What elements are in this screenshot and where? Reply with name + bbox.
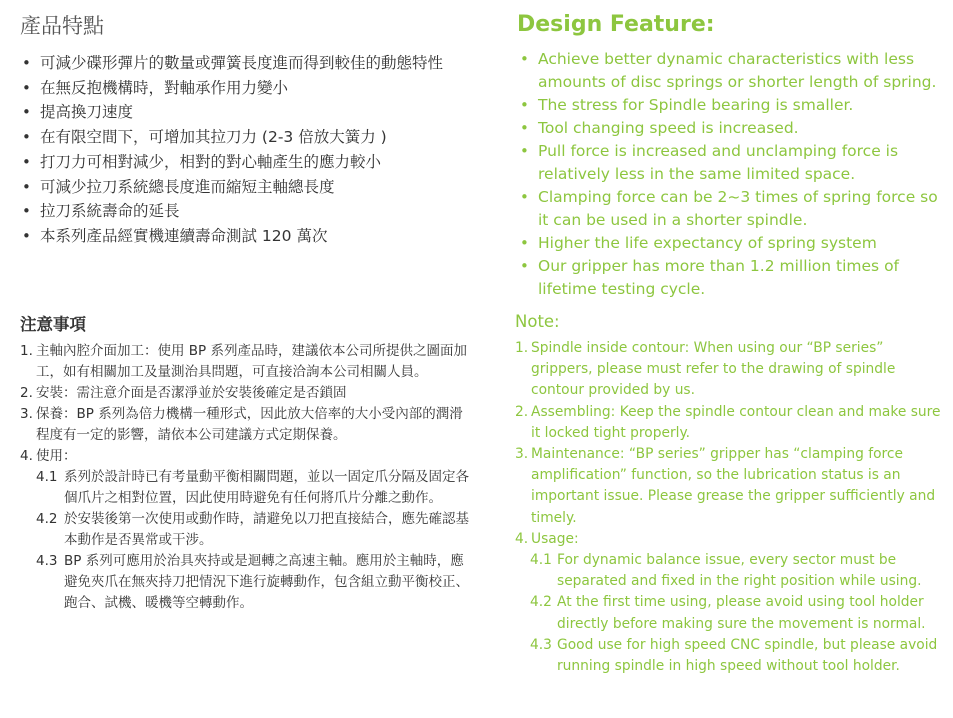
bullet-icon: • xyxy=(520,50,529,68)
bullet-icon: • xyxy=(22,128,31,147)
note-subitem: 4.1 For dynamic balance issue, every sector must be separated and fixed in the right position while using. xyxy=(530,552,922,590)
zh-feature-list xyxy=(22,51,472,249)
list-item: • 在無反抱機構時，對軸承作用力變小 xyxy=(22,76,472,101)
bullet-icon: • xyxy=(520,188,529,206)
note-item: 3. 保養：BP 系列為倍力機構一種形式，因此放大倍率的大小受內部的潤滑程度有一定的影響，請依本公司建議方式定期保養。 xyxy=(20,406,463,443)
list-item: • The stress for Spindle bearing is smaller. xyxy=(520,94,950,117)
bullet-icon: • xyxy=(22,177,31,196)
bullet-icon: • xyxy=(520,119,529,137)
note-subitem: 4.3 Good use for high speed CNC spindle, but please avoid running spindle in high speed without tool holder. xyxy=(530,636,938,675)
zh-notes xyxy=(20,341,470,614)
bullet-icon: • xyxy=(22,202,31,221)
bullet-icon: • xyxy=(520,96,529,114)
list-item: • Our gripper has more than 1.2 million times of lifetime testing cycle. xyxy=(520,257,900,298)
zh-note-title: 注意事項 xyxy=(20,315,86,334)
note-subitem: 4.2 於安裝後第一次使用或動作時，請避免以刀把直接結合，應先確認基本動作是否異常或干涉。 xyxy=(36,511,469,548)
bullet-icon: • xyxy=(520,234,529,252)
list-item: • 可減少碟形彈片的數量或彈簧長度進而得到較佳的動態特性 xyxy=(22,51,472,76)
en-notes xyxy=(515,338,945,677)
list-item: • 提高換刀速度 xyxy=(22,100,472,125)
en-section-title: Design Feature: xyxy=(517,12,715,37)
list-item: • 可減少拉刀系統總長度進而縮短主軸總長度 xyxy=(22,175,472,200)
note-item: 1. Spindle inside contour: When using our “BP series” grippers, please must refer to the drawing of spindle contour provided by us. xyxy=(515,340,896,399)
list-item: • Pull force is increased and unclamping force is relatively less in the same limited space. xyxy=(520,142,899,183)
list-item: • Clamping force can be 2~3 times of spring force so it can be used in a shorter spindle. xyxy=(520,188,938,229)
note-item: 3. Maintenance: “BP series” gripper has “clamping force amplification” function, so the lubrication status is an important issue. Please grease the gripper sufficiently and timely. xyxy=(515,446,936,526)
list-item: • 本系列產品經實機連續壽命測試 120 萬次 xyxy=(22,224,472,249)
zh-section-title: 產品特點 xyxy=(20,14,104,38)
note-item: 1. 主軸內腔介面加工：使用 BP 系列產品時，建議依本公司所提供之圖面加工，如有相關加工及量測治具問題，可直接洽詢本公司相關人員。 xyxy=(20,343,467,380)
list-item: • Higher the life expectancy of spring system xyxy=(520,232,950,255)
bullet-icon: • xyxy=(520,257,529,275)
note-item: 2. 安裝：需注意介面是否潔淨並於安裝後確定是否鎖固 xyxy=(20,385,347,401)
en-feature-list xyxy=(520,48,950,301)
bullet-icon: • xyxy=(22,78,31,97)
bullet-icon: • xyxy=(22,226,31,245)
bullet-icon: • xyxy=(22,54,31,72)
list-item: • 拉刀系統壽命的延長 xyxy=(22,199,472,224)
note-item: 2. Assembling: Keep the spindle contour clean and make sure it locked tight properly. xyxy=(515,403,941,441)
note-item: 4. Usage: xyxy=(515,530,579,547)
note-subitem: 4.2 At the first time using, please avoid using tool holder directly before making sure the movement is normal. xyxy=(530,594,926,632)
list-item: • Tool changing speed is increased. xyxy=(520,117,950,140)
note-subitem: 4.3 BP 系列可應用於治具夾持或是迴轉之高速主軸。應用於主軸時，應避免夾爪在無夾持刀把情況下進行旋轉動作，包含組立動平衡校正、跑合、試機、暖機等空轉動作。 xyxy=(36,553,469,611)
list-item: • Achieve better dynamic characteristics with less amounts of disc springs or shorter length of spring. xyxy=(520,50,937,91)
list-item: • 在有限空間下，可增加其拉刀力 (2-3 倍放大簧力 ) xyxy=(22,125,472,150)
list-item: • 打刀力可相對減少，相對的對心軸產生的應力較小 xyxy=(22,150,472,175)
en-note-title: Note: xyxy=(515,312,560,331)
note-item: 4. 使用： xyxy=(20,448,77,464)
bullet-icon: • xyxy=(22,152,31,171)
bullet-icon: • xyxy=(22,103,31,122)
note-subitem: 4.1 系列於設計時已有考量動平衡相關問題，並以一固定爪分隔及固定各個爪片之相對位置，因此使用時避免有任何將爪片分離之動作。 xyxy=(36,469,469,506)
bullet-icon: • xyxy=(520,142,529,160)
